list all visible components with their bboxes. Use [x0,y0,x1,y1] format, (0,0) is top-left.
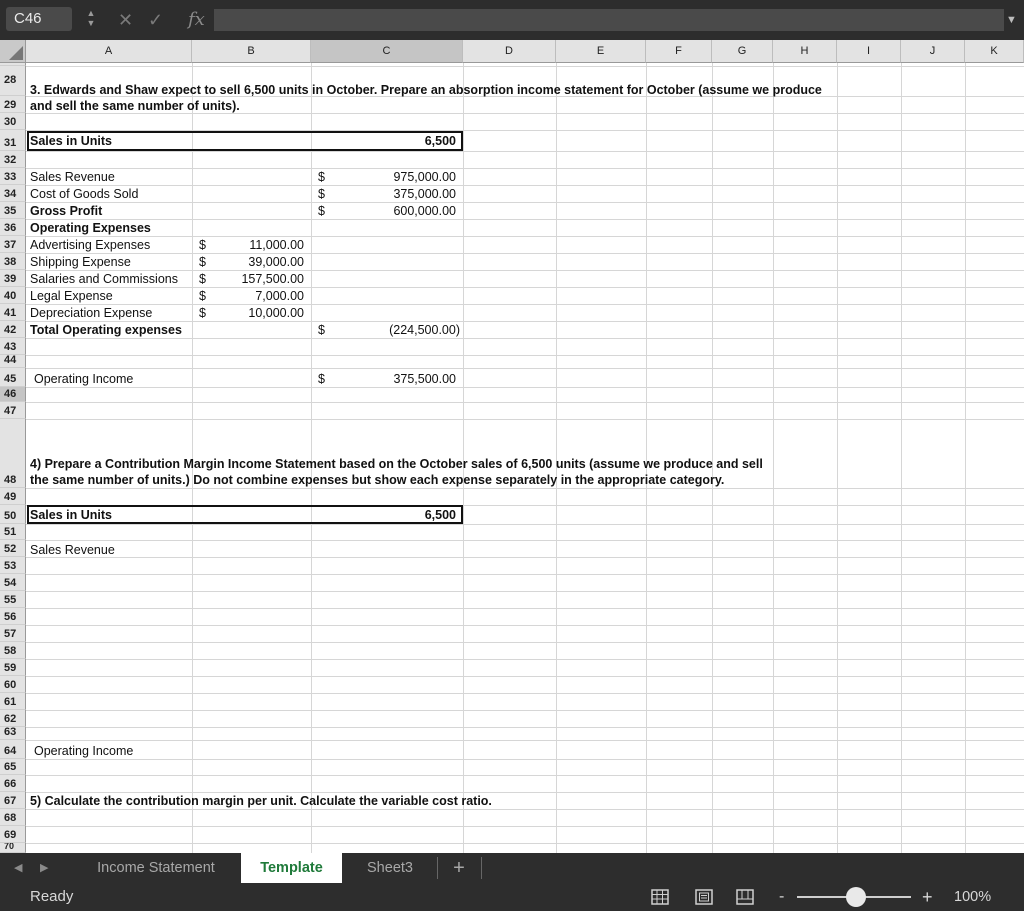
dollar-sign: $ [199,238,206,252]
row-header-66[interactable]: 66 [0,775,26,792]
row-header-51[interactable]: 51 [0,524,26,540]
row-header-29[interactable]: 29 [0,96,26,113]
salaries-label: Salaries and Commissions [30,272,178,286]
row-header-54[interactable]: 54 [0,574,26,591]
column-header-a[interactable]: A [26,40,192,63]
advertising-label: Advertising Expenses [30,238,151,252]
dollar-sign: $ [199,272,206,286]
row-header-53[interactable]: 53 [0,557,26,574]
column-header-c[interactable]: C [311,40,463,63]
row-header-62[interactable]: 62 [0,710,26,727]
row-header-59[interactable]: 59 [0,659,26,676]
row-header-44[interactable]: 44 [0,355,26,368]
sales-units-label: Sales in Units [30,134,112,148]
q4-instruction-line2: the same number of units.) Do not combine expenses but show each expense separately in the appropriate category. [30,473,725,487]
row-header-40[interactable]: 40 [0,287,26,304]
row-header-52[interactable]: 52 [0,540,26,557]
legal-label: Legal Expense [30,289,113,303]
row-header-61[interactable]: 61 [0,693,26,710]
row-header-33[interactable]: 33 [0,168,26,185]
row-header-65[interactable]: 65 [0,759,26,775]
next-sheet-icon[interactable]: ▶ [40,862,49,874]
row-header-69[interactable]: 69 [0,826,26,843]
column-header-d[interactable]: D [463,40,556,63]
row-header-48[interactable]: 48 [0,419,26,488]
depreciation-value[interactable]: 10,000.00 [248,306,304,320]
tab-sheet3[interactable]: Sheet3 [367,860,413,876]
cogs-label: Cost of Goods Sold [30,187,139,201]
row-header-42[interactable]: 42 [0,321,26,338]
enter-check-icon[interactable]: ✓ [148,10,164,30]
column-header-g[interactable]: G [712,40,773,63]
q3-instruction-line1: 3. Edwards and Shaw expect to sell 6,500 units in October. Prepare an absorption income statement for October (assume we produce [30,83,822,97]
q4-instruction-line1: 4) Prepare a Contribution Margin Income Statement based on the October sales of 6,500 units (assume we produce and sell [30,457,763,471]
row-header-63[interactable]: 63 [0,727,26,740]
sales-revenue-label: Sales Revenue [30,170,115,184]
zoom-in-button[interactable]: + [922,887,933,907]
row-header-37[interactable]: 37 [0,236,26,253]
dollar-sign: $ [318,323,325,337]
operating-income-value[interactable]: 375,500.00 [393,372,456,386]
column-header-k[interactable]: K [965,40,1024,63]
cancel-icon[interactable]: ✕ [118,10,134,30]
sales-units-value[interactable]: 6,500 [424,134,456,148]
row-header-34[interactable]: 34 [0,185,26,202]
shipping-label: Shipping Expense [30,255,131,269]
formula-input[interactable] [214,9,1004,31]
row-header-38[interactable]: 38 [0,253,26,270]
legal-value[interactable]: 7,000.00 [255,289,304,303]
cm-sales-revenue-label: Sales Revenue [30,543,115,557]
page-break-icon[interactable] [735,887,755,907]
add-sheet-icon[interactable]: + [453,857,465,879]
prev-sheet-icon[interactable]: ◀ [14,862,23,874]
depreciation-label: Depreciation Expense [30,306,153,320]
active-cell-c46[interactable] [311,387,463,402]
cm-sales-units-value[interactable]: 6,500 [424,508,456,522]
q5-instruction: 5) Calculate the contribution margin per unit. Calculate the variable cost ratio. [30,794,492,808]
column-header-f[interactable]: F [646,40,712,63]
row-header-32[interactable]: 32 [0,151,26,168]
operating-expenses-label: Operating Expenses [30,221,151,235]
dollar-sign: $ [318,170,325,184]
row-header-30[interactable]: 30 [0,113,26,130]
row-header-68[interactable]: 68 [0,809,26,826]
shipping-value[interactable]: 39,000.00 [248,255,304,269]
dollar-sign: $ [318,187,325,201]
status-text: Ready [30,888,74,905]
salaries-value[interactable]: 157,500.00 [241,272,304,286]
insert-function-icon[interactable]: fx [188,9,205,30]
total-opex-label: Total Operating expenses [30,323,182,337]
zoom-slider-handle[interactable] [846,887,866,907]
row-header-36[interactable]: 36 [0,219,26,236]
column-header-h[interactable]: H [773,40,837,63]
formula-expand-icon[interactable]: ▼ [1006,14,1017,26]
row-header-67[interactable]: 67 [0,792,26,809]
page-layout-icon[interactable] [694,887,714,907]
grid-view-icon[interactable] [650,887,670,907]
row-header-70[interactable]: 70 [0,843,26,853]
row-header-49[interactable]: 49 [0,488,26,505]
row-header-46[interactable]: 46 [0,387,26,402]
row-header-41[interactable]: 41 [0,304,26,321]
dollar-sign: $ [199,289,206,303]
row-header-31[interactable]: 31 [0,130,26,151]
zoom-out-button[interactable]: - [779,888,785,905]
column-header-j[interactable]: J [901,40,965,63]
row-header-39[interactable]: 39 [0,270,26,287]
row-header-64[interactable]: 64 [0,740,26,759]
cm-sales-units-label: Sales in Units [30,508,112,522]
total-opex-value[interactable]: (224,500.00) [389,323,460,337]
column-header-e[interactable]: E [556,40,646,63]
column-header-i[interactable]: I [837,40,901,63]
advertising-value[interactable]: 11,000.00 [249,238,304,252]
dollar-sign: $ [318,204,325,218]
tab-template[interactable]: Template [241,853,342,883]
cogs-value[interactable]: 375,000.00 [393,187,456,201]
gross-profit-label: Gross Profit [30,204,103,218]
row-header-28[interactable]: 28 [0,66,26,96]
tab-income-statement[interactable]: Income Statement [97,860,215,876]
cm-operating-income-label: Operating Income [34,744,134,758]
row-header-47[interactable]: 47 [0,402,26,419]
gross-profit-value[interactable]: 600,000.00 [393,204,456,218]
name-box-stepper-icon[interactable]: ▲ ▼ [86,8,96,28]
operating-income-label: Operating Income [34,372,134,386]
select-all-corner[interactable] [0,40,26,63]
row-header-60[interactable]: 60 [0,676,26,693]
row-header-57[interactable]: 57 [0,625,26,642]
row-header-50[interactable]: 50 [0,505,26,524]
dollar-sign: $ [318,372,325,386]
sales-revenue-value[interactable]: 975,000.00 [393,170,456,184]
row-header-56[interactable]: 56 [0,608,26,625]
column-header-b[interactable]: B [192,40,311,63]
row-header-43[interactable]: 43 [0,338,26,355]
q3-instruction-line2: and sell the same number of units). [30,99,240,113]
row-header-55[interactable]: 55 [0,591,26,608]
row-header-58[interactable]: 58 [0,642,26,659]
dollar-sign: $ [199,306,206,320]
zoom-level[interactable]: 100% [954,889,992,905]
row-header-45[interactable]: 45 [0,368,26,387]
name-box[interactable]: C46 [6,7,72,31]
row-header-35[interactable]: 35 [0,202,26,219]
dollar-sign: $ [199,255,206,269]
worksheet-grid[interactable] [26,63,1024,853]
